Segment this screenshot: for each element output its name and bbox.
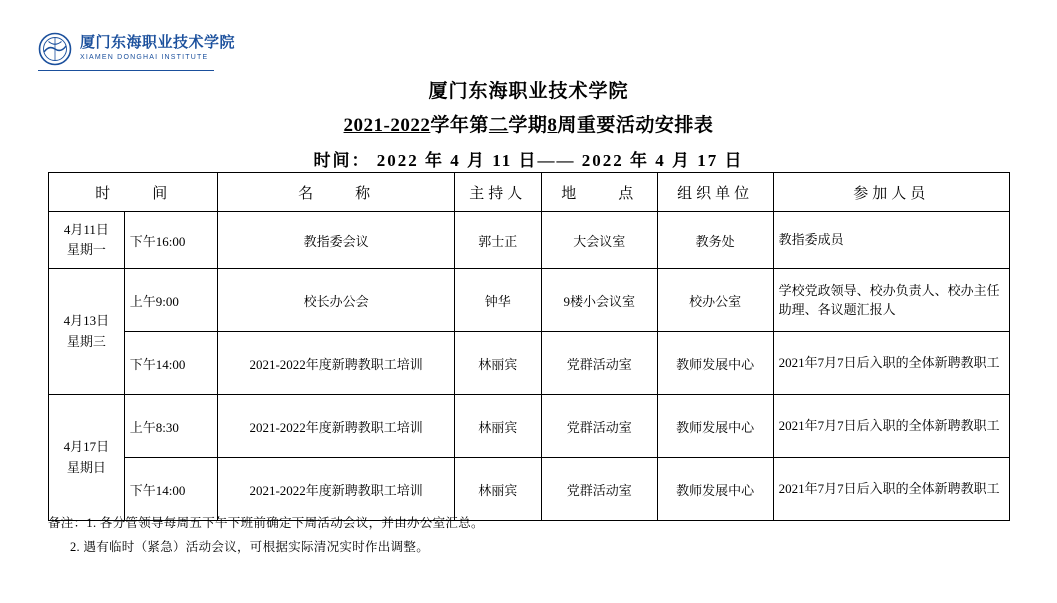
row-time: 下午14:00 <box>124 332 218 395</box>
row-time: 上午8:30 <box>124 395 218 458</box>
page-title: 厦门东海职业技术学院 <box>428 81 629 102</box>
subtitle-term: 二 <box>488 115 509 136</box>
logo-chinese-name: 厦门东海职业技术学院 <box>80 35 236 52</box>
row-place: 党群活动室 <box>541 395 657 458</box>
row-host: 钟华 <box>454 269 541 332</box>
day-weekday: 星期一 <box>66 242 106 257</box>
row-time: 下午16:00 <box>124 212 218 269</box>
day-date: 4月11日 <box>63 221 109 237</box>
subtitle-after-term: 学期 <box>508 115 548 136</box>
subtitle-after-year: 学年第 <box>430 115 489 136</box>
page-subtitle <box>0 110 1057 137</box>
day-weekday: 星期三 <box>66 333 106 349</box>
column-header-name: 名 称 <box>218 173 454 212</box>
row-org: 教务处 <box>657 212 773 269</box>
row-day-cell <box>49 395 125 521</box>
note-line-2: 2. 遇有临时（紧急）活动会议，可根据实际清况实时作出调整。 <box>70 539 430 554</box>
row-people: 教指委成员 <box>773 212 1009 269</box>
row-time: 下午14:00 <box>124 458 218 521</box>
table-row <box>49 269 1010 332</box>
note-line-1: 备注：1. 各分管领导每周五下午下班前确定下周活动会议，并由办公室汇总。 <box>48 516 484 530</box>
table-row <box>49 395 1010 458</box>
logo-text-block <box>80 36 235 61</box>
column-header-time: 时 间 <box>49 173 218 212</box>
day-date: 4月13日 <box>63 313 110 329</box>
row-host: 林丽宾 <box>454 395 541 458</box>
row-name: 教指委会议 <box>218 212 454 269</box>
row-place: 党群活动室 <box>541 458 657 521</box>
row-name: 2021-2022年度新聘教职工培训 <box>218 332 454 395</box>
column-header-org: 组织单位 <box>657 173 773 212</box>
row-org: 教师发展中心 <box>657 332 773 395</box>
institution-logo <box>38 28 236 70</box>
subtitle-week: 8 <box>547 115 558 136</box>
row-place: 大会议室 <box>541 212 657 269</box>
column-header-host: 主持人 <box>454 173 541 212</box>
row-day-cell <box>49 269 125 395</box>
row-name: 2021-2022年度新聘教职工培训 <box>218 395 454 458</box>
table-row <box>49 212 1010 269</box>
row-people: 2021年7月7日后入职的全体新聘教职工 <box>773 458 1009 521</box>
row-name: 校长办公会 <box>218 269 454 332</box>
row-host: 林丽宾 <box>454 332 541 395</box>
row-org: 教师发展中心 <box>657 395 773 458</box>
row-host: 郭士正 <box>454 212 541 269</box>
row-people: 2021年7月7日后入职的全体新聘教职工 <box>773 332 1009 395</box>
row-place: 9楼小会议室 <box>541 269 657 332</box>
subtitle-year: 2021-2022 <box>343 115 431 136</box>
row-org: 教师发展中心 <box>657 458 773 521</box>
row-host: 林丽宾 <box>454 458 541 521</box>
row-people: 学校党政领导、校办负责人、校办主任助理、各议题汇报人 <box>773 269 1009 332</box>
subtitle-after-week: 周重要活动安排表 <box>557 115 714 136</box>
day-weekday: 星期日 <box>66 459 106 475</box>
column-header-people: 参加人员 <box>773 173 1009 212</box>
date-range-line: 时间： 2022 年 4 月 11 日—— 2022 年 4 月 17 日 <box>313 151 744 170</box>
day-date: 4月17日 <box>63 439 110 455</box>
logo-english-name: XIAMEN DONGHAI INSTITUTE <box>80 54 209 62</box>
table-header-row <box>49 173 1010 212</box>
row-people: 2021年7月7日后入职的全体新聘教职工 <box>773 395 1009 458</box>
row-org: 校办公室 <box>657 269 773 332</box>
university-seal-icon <box>38 32 72 66</box>
table-row <box>49 332 1010 395</box>
row-place: 党群活动室 <box>541 332 657 395</box>
logo-underline-divider <box>38 70 214 71</box>
footer-notes <box>48 512 1010 560</box>
row-time: 上午9:00 <box>124 269 218 332</box>
activity-schedule-table <box>48 172 1010 521</box>
row-name: 2021-2022年度新聘教职工培训 <box>218 458 454 521</box>
column-header-place: 地 点 <box>541 173 657 212</box>
row-day-cell <box>49 212 125 269</box>
